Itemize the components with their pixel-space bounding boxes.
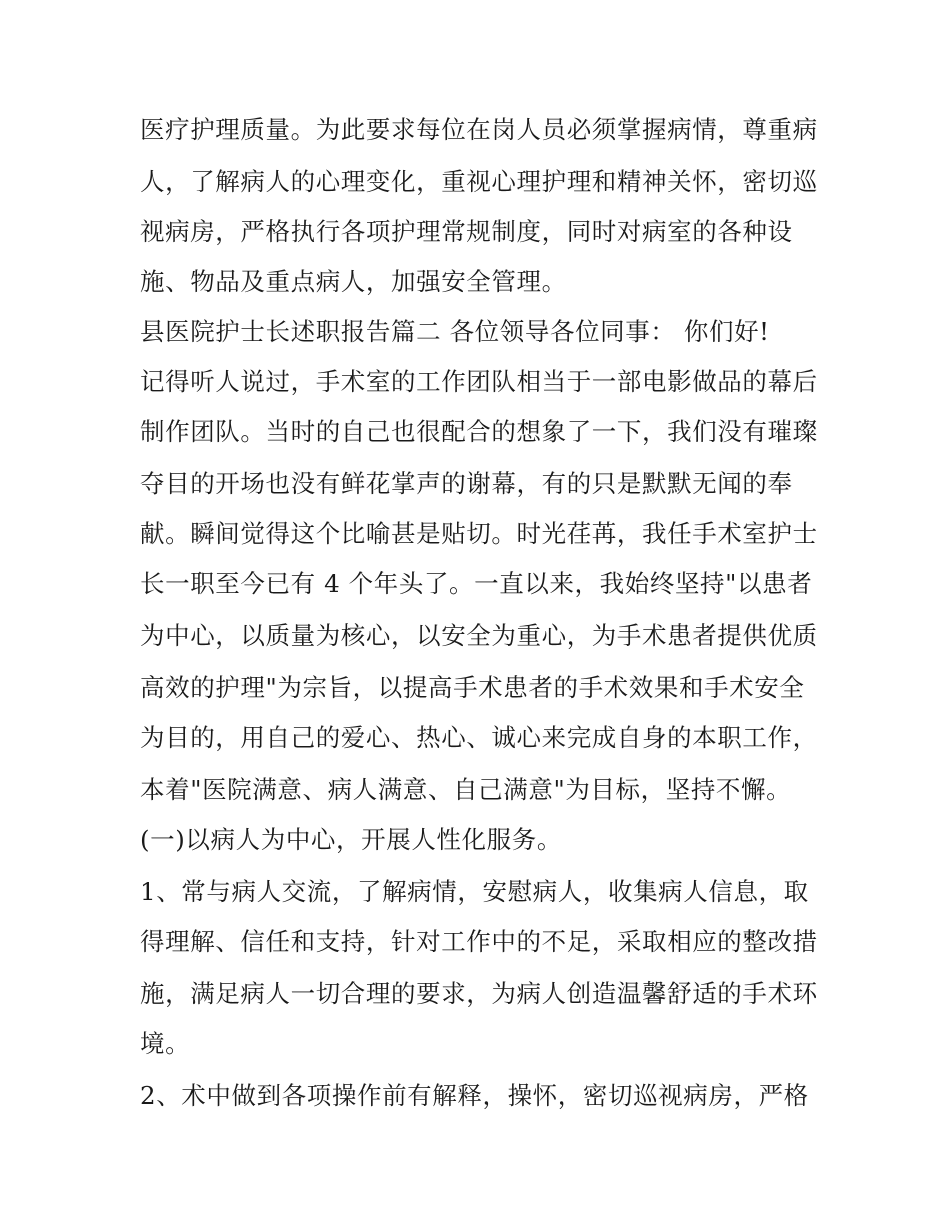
text-line-6: 记得听人说过，手术室的工作团队相当于一部电影做品的幕后 — [140, 367, 818, 396]
text-line-14: 本着"医院满意、病人满意、自己满意"为目标，坚持不懈。 — [140, 775, 792, 804]
list-item-1-line-4: 境。 — [140, 1029, 191, 1058]
text-line-12: 高效的护理"为宗旨，以提高手术患者的手术效果和手术安全 — [140, 673, 805, 702]
list-item-2-line-1: 2、术中做到各项操作前有解释，操怀，密切巡视病房，严格 — [140, 1081, 809, 1110]
text-line-11: 为中心，以质量为核心，以安全为重心，为手术患者提供优质 — [140, 621, 818, 650]
text-line-7: 制作团队。当时的自己也很配合的想象了一下，我们没有璀璨 — [140, 417, 818, 446]
list-item-1-line-3: 施，满足病人一切合理的要求，为病人创造温馨舒适的手术环 — [140, 979, 818, 1008]
heading-line: 县医院护士长述职报告篇二 各位领导各位同事： 你们好! — [140, 317, 770, 346]
list-item-1-line-2: 得理解、信任和支持，针对工作中的不足，采取相应的整改措 — [140, 927, 818, 956]
text-line-4: 施、物品及重点病人，加强安全管理。 — [140, 267, 567, 296]
text-line-13: 为目的，用自己的爱心、热心、诚心来完成自身的本职工作， — [140, 723, 818, 752]
text-line-9: 献。瞬间觉得这个比喻甚是贴切。时光荏苒，我任手术室护士 — [140, 519, 818, 548]
text-line-2: 人，了解病人的心理变化，重视心理护理和精神关怀，密切巡 — [140, 167, 818, 196]
text-line-8: 夺目的开场也没有鲜花掌声的谢幕，有的只是默默无闻的奉 — [140, 469, 793, 498]
list-item-1-line-1: 1、常与病人交流，了解病情，安慰病人，收集病人信息，取 — [140, 877, 809, 906]
section-heading: (一)以病人为中心，开展人性化服务。 — [140, 825, 562, 854]
text-line-10: 长一职至今已有 4 个年头了。一直以来，我始终坚持"以患者 — [140, 569, 813, 598]
text-line-1: 医疗护理质量。为此要求每位在岗人员必须掌握病情，尊重病 — [140, 115, 818, 144]
text-line-3: 视病房，严格执行各项护理常规制度，同时对病室的各种设 — [140, 217, 793, 246]
